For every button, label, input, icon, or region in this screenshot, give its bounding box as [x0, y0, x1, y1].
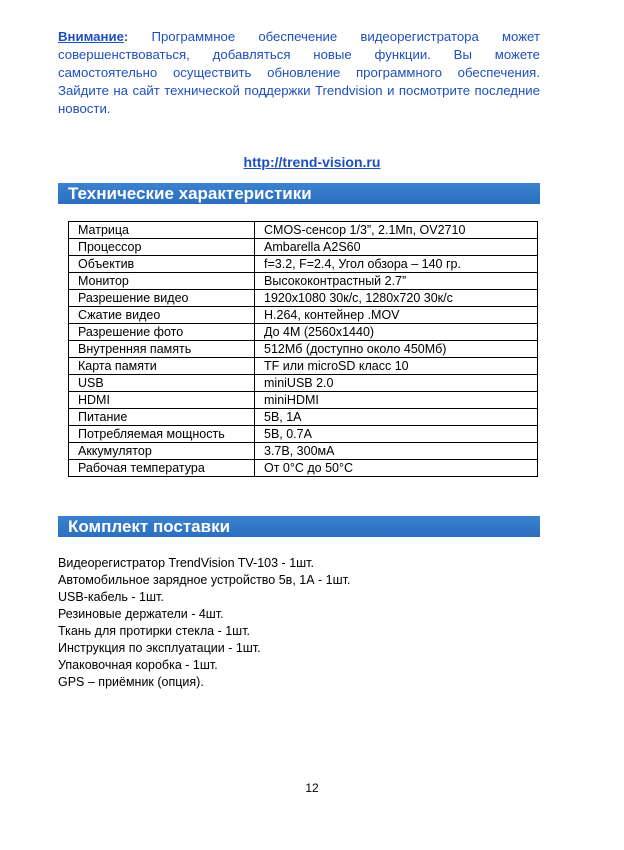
spec-value: От 0°С до 50°С — [255, 460, 538, 477]
spec-value: H.264, контейнер .MOV — [255, 307, 538, 324]
table-row — [69, 443, 538, 460]
table-row — [69, 375, 538, 392]
table-row — [69, 239, 538, 256]
spec-value: 1920x1080 30к/с, 1280x720 30к/с — [255, 290, 538, 307]
table-row — [69, 290, 538, 307]
spec-name: HDMI — [69, 392, 255, 409]
table-row — [69, 273, 538, 290]
spec-name: Монитор — [69, 273, 255, 290]
table-row — [69, 409, 538, 426]
kit-list — [58, 555, 350, 691]
list-item: GPS – приёмник (опция). — [58, 675, 204, 689]
spec-value: CMOS-сенсор 1/3”, 2.1Мп, OV2710 — [255, 222, 538, 239]
notice-paragraph — [58, 28, 540, 118]
spec-value: Высококонтрастный 2.7” — [255, 273, 538, 290]
spec-name: Рабочая температура — [69, 460, 255, 477]
list-item: USB-кабель - 1шт. — [58, 590, 164, 604]
list-item: Инструкция по эксплуатации - 1шт. — [58, 641, 261, 655]
spec-name: Объектив — [69, 256, 255, 273]
list-item: Резиновые держатели - 4шт. — [58, 607, 224, 621]
spec-value: 512Мб (доступно около 450Мб) — [255, 341, 538, 358]
list-item: Ткань для протирки стекла - 1шт. — [58, 624, 251, 638]
spec-name: Разрешение видео — [69, 290, 255, 307]
spec-name: USB — [69, 375, 255, 392]
support-link[interactable]: http://trend-vision.ru — [243, 154, 381, 170]
spec-name: Питание — [69, 409, 255, 426]
table-row — [69, 324, 538, 341]
spec-name: Внутренняя память — [69, 341, 255, 358]
spec-name: Матрица — [69, 222, 255, 239]
kit-section-title: Комплект поставки — [58, 516, 540, 537]
spec-value: 5В, 1А — [255, 409, 538, 426]
spec-name: Разрешение фото — [69, 324, 255, 341]
spec-name: Карта памяти — [69, 358, 255, 375]
spec-value: miniUSB 2.0 — [255, 375, 538, 392]
specs-table — [68, 221, 538, 477]
list-item: Автомобильное зарядное устройство 5в, 1А - 1шт. — [58, 573, 351, 587]
notice-text: Программное обеспечение видеорегистратора может совершенствоваться, добавляться новые функции. Вы можете самостоятельно осуществить обновление программного обеспечения. Зайдите на сайт технической поддержки Trendvision и посмотрите последние новости. — [58, 29, 540, 116]
spec-value: TF или microSD класс 10 — [255, 358, 538, 375]
notice-lead: Внимание — [58, 29, 124, 44]
specs-section-title: Технические характеристики — [58, 183, 540, 204]
page-number: 12 — [305, 781, 319, 795]
table-row — [69, 341, 538, 358]
table-row — [69, 460, 538, 477]
table-row — [69, 426, 538, 443]
table-row — [69, 222, 538, 239]
table-row — [69, 358, 538, 375]
spec-name: Сжатие видео — [69, 307, 255, 324]
spec-value: До 4М (2560x1440) — [255, 324, 538, 341]
spec-name: Процессор — [69, 239, 255, 256]
spec-name: Аккумулятор — [69, 443, 255, 460]
specs-table-body — [69, 222, 538, 477]
list-item: Упаковочная коробка - 1шт. — [58, 658, 218, 672]
spec-name: Потребляемая мощность — [69, 426, 255, 443]
spec-value: 5В, 0.7А — [255, 426, 538, 443]
notice-colon: : — [123, 29, 129, 44]
list-item: Видеорегистратор TrendVision TV-103 - 1шт. — [58, 556, 314, 570]
spec-value: f=3.2, F=2.4, Угол обзора – 140 гр. — [255, 256, 538, 273]
spec-value: 3.7В, 300мА — [255, 443, 538, 460]
table-row — [69, 392, 538, 409]
spec-value: Ambarella A2S60 — [255, 239, 538, 256]
table-row — [69, 256, 538, 273]
table-row — [69, 307, 538, 324]
spec-value: miniHDMI — [255, 392, 538, 409]
